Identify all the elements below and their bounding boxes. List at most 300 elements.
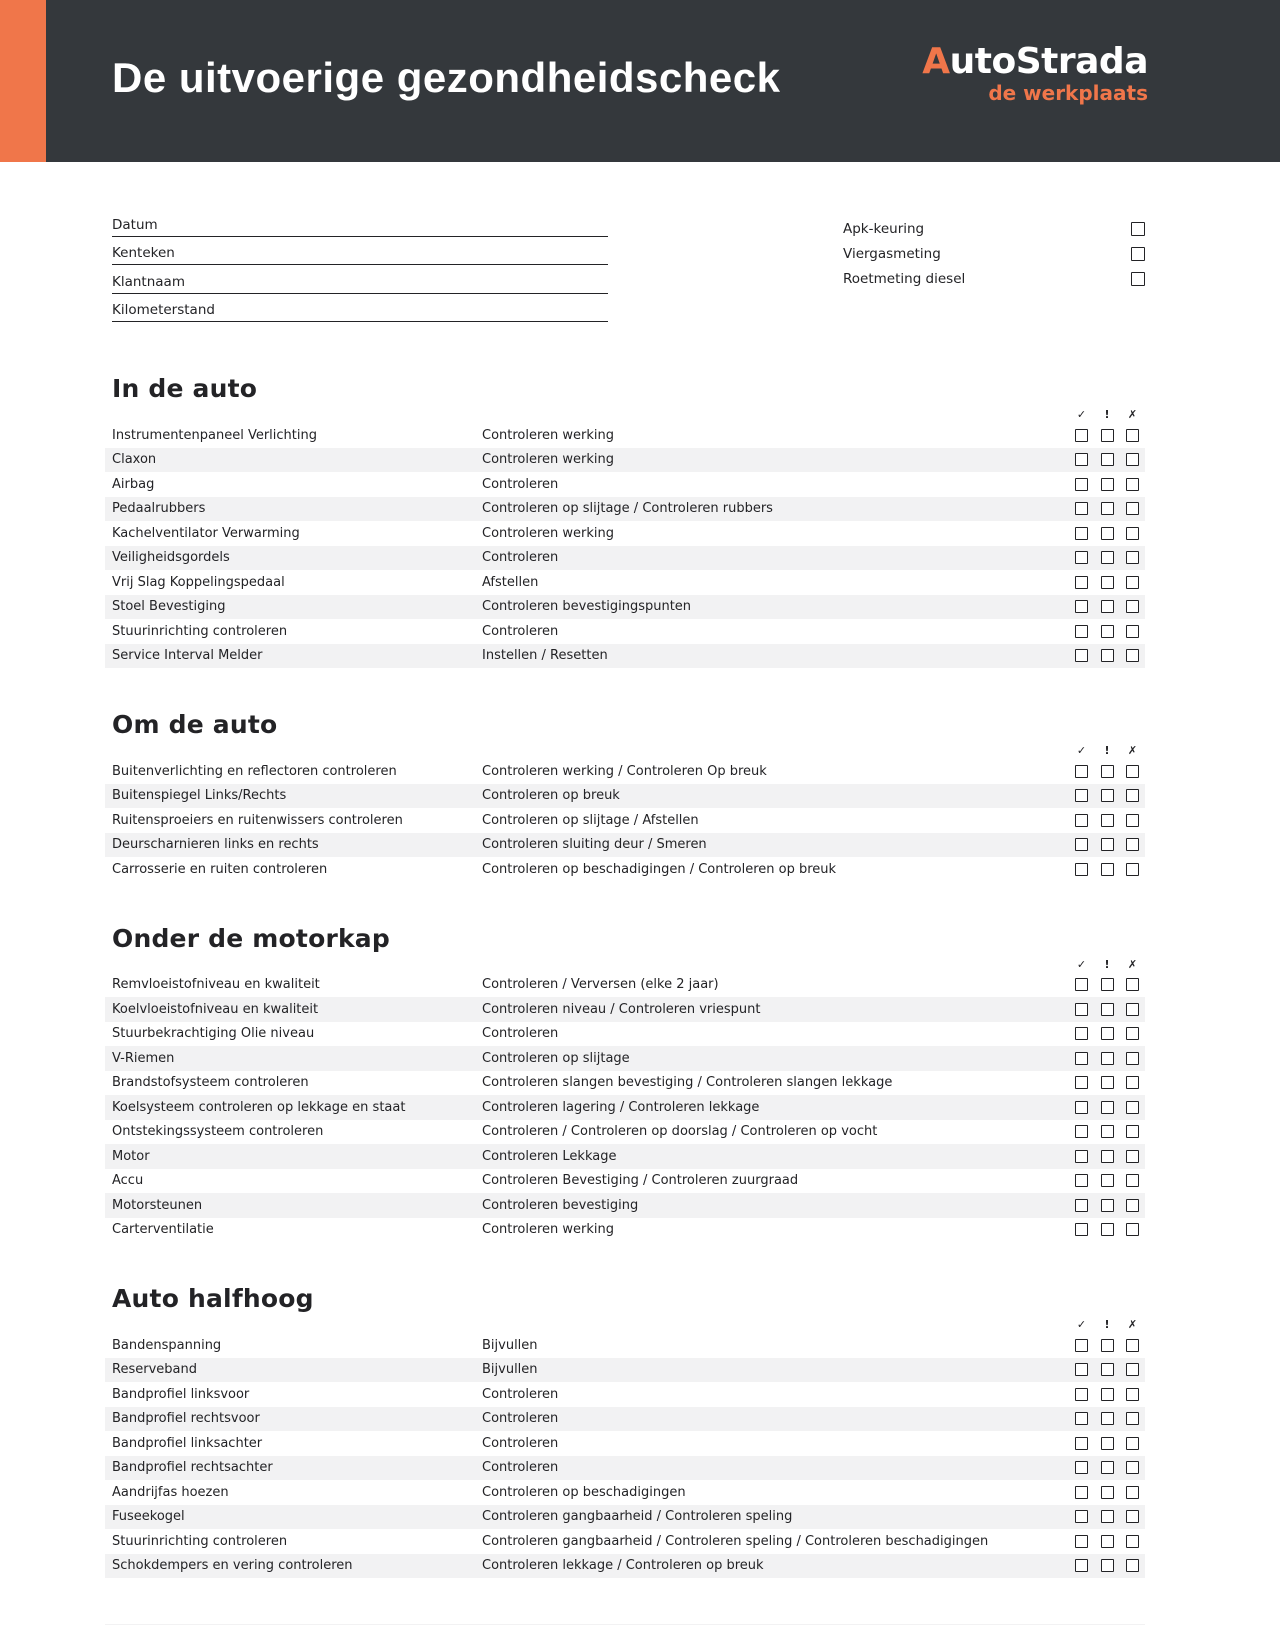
checkbox-ok[interactable] xyxy=(1075,1339,1088,1352)
checkbox-warn[interactable] xyxy=(1101,765,1114,778)
row-checkboxes xyxy=(1063,551,1140,564)
checkbox-fail[interactable] xyxy=(1126,1223,1139,1236)
row-checkboxes xyxy=(1063,429,1140,442)
row-checkboxes xyxy=(1063,1027,1140,1040)
row-item-label: Carrosserie en ruiten controleren xyxy=(112,861,328,877)
checkbox-ok[interactable] xyxy=(1075,1174,1088,1187)
checkbox-warn[interactable] xyxy=(1101,649,1114,662)
checkbox-warn[interactable] xyxy=(1101,1461,1114,1474)
checkbox-ok[interactable] xyxy=(1075,453,1088,466)
checkbox-fail[interactable] xyxy=(1126,478,1139,491)
checkbox-fail[interactable] xyxy=(1126,649,1139,662)
checkbox-ok[interactable] xyxy=(1075,551,1088,564)
checkbox-ok[interactable] xyxy=(1075,1412,1088,1425)
checkbox-fail[interactable] xyxy=(1126,600,1139,613)
row-checkboxes xyxy=(1063,1223,1140,1236)
checkbox-warn[interactable] xyxy=(1101,625,1114,638)
row-checkboxes xyxy=(1063,1388,1140,1401)
checklist-row xyxy=(105,1480,1145,1505)
row-item-label: Bandprofiel linksvoor xyxy=(112,1386,250,1402)
row-checkboxes xyxy=(1063,814,1140,827)
checkbox-warn[interactable] xyxy=(1101,478,1114,491)
checkbox-ok[interactable] xyxy=(1075,1388,1088,1401)
checkbox[interactable] xyxy=(1131,272,1145,286)
checklist-row xyxy=(105,1095,1145,1120)
row-checkboxes xyxy=(1063,1535,1140,1548)
section-rows xyxy=(105,759,1145,882)
checkbox-warn[interactable] xyxy=(1101,1437,1114,1450)
header xyxy=(0,0,1280,162)
logo xyxy=(922,41,1148,105)
row-action-label: Bijvullen xyxy=(482,1362,538,1378)
checkbox-fail[interactable] xyxy=(1126,814,1139,827)
check-section xyxy=(105,374,1145,668)
row-action-label: Controleren xyxy=(482,623,559,639)
checkbox-ok[interactable] xyxy=(1075,1437,1088,1450)
checkbox-warn[interactable] xyxy=(1101,551,1114,564)
checkbox-warn[interactable] xyxy=(1101,1125,1114,1138)
row-checkboxes xyxy=(1063,1412,1140,1425)
checkbox-warn[interactable] xyxy=(1101,978,1114,991)
checkbox-ok[interactable] xyxy=(1075,625,1088,638)
checkbox-ok[interactable] xyxy=(1075,1223,1088,1236)
row-item-label: Schokdempers en vering controleren xyxy=(112,1558,353,1574)
checklist-row xyxy=(105,1120,1145,1145)
row-item-label: Service Interval Melder xyxy=(112,648,263,664)
row-item-label: Bandprofiel linksachter xyxy=(112,1435,263,1451)
checkbox-warn[interactable] xyxy=(1101,1510,1114,1523)
row-checkboxes xyxy=(1063,600,1140,613)
row-item-label: Stuurinrichting controleren xyxy=(112,623,288,639)
checkbox-warn[interactable] xyxy=(1101,789,1114,802)
row-action-label: Controleren op slijtage xyxy=(482,1050,630,1066)
checkbox-fail[interactable] xyxy=(1126,1052,1139,1065)
section-rows xyxy=(105,973,1145,1243)
row-action-label: Controleren op slijtage / Afstellen xyxy=(482,812,699,828)
check-warn-icon: ! xyxy=(1104,957,1110,971)
field-label: Kenteken xyxy=(112,245,175,261)
row-item-label: Airbag xyxy=(112,476,155,492)
row-checkboxes xyxy=(1063,1510,1140,1523)
row-action-label: Controleren gangbaarheid / Controleren speling / Controleren beschadigingen xyxy=(482,1533,989,1549)
check-label: Apk-keuring xyxy=(843,220,925,237)
logo-subtitle: de werkplaats xyxy=(988,81,1148,105)
checkbox-warn[interactable] xyxy=(1101,1003,1114,1016)
row-action-label: Bijvullen xyxy=(482,1337,538,1353)
row-item-label: Bandprofiel rechtsachter xyxy=(112,1460,273,1476)
extra-check-row xyxy=(843,266,1145,291)
checkbox-ok[interactable] xyxy=(1075,1510,1088,1523)
row-action-label: Controleren op slijtage / Controleren rubbers xyxy=(482,501,773,517)
row-checkboxes xyxy=(1063,576,1140,589)
row-checkboxes xyxy=(1063,1174,1140,1187)
row-action-label: Controleren bevestiging xyxy=(482,1197,639,1213)
row-action-label: Controleren slangen bevestiging / Controleren slangen lekkage xyxy=(482,1075,893,1091)
row-item-label: Brandstofsysteem controleren xyxy=(112,1075,309,1091)
checkbox-ok[interactable] xyxy=(1075,1150,1088,1163)
check-section xyxy=(105,924,1145,1243)
checkbox-warn[interactable] xyxy=(1101,1199,1114,1212)
checkbox-fail[interactable] xyxy=(1126,1559,1139,1572)
checklist-row xyxy=(105,857,1145,882)
checkbox-fail[interactable] xyxy=(1126,838,1139,851)
checkbox-fail[interactable] xyxy=(1126,453,1139,466)
checklist-row xyxy=(105,1218,1145,1243)
row-checkboxes xyxy=(1063,1101,1140,1114)
checkbox-fail[interactable] xyxy=(1126,789,1139,802)
row-action-label: Controleren xyxy=(482,1026,559,1042)
checklist-row xyxy=(105,423,1145,448)
row-checkboxes xyxy=(1063,1339,1140,1352)
row-checkboxes xyxy=(1063,1461,1140,1474)
checklist-row xyxy=(105,595,1145,620)
checkbox-fail[interactable] xyxy=(1126,1388,1139,1401)
row-item-label: Buitenspiegel Links/Rechts xyxy=(112,788,287,804)
row-action-label: Controleren lagering / Controleren lekkage xyxy=(482,1099,760,1115)
extra-check-row xyxy=(843,241,1145,266)
checkbox-warn[interactable] xyxy=(1101,814,1114,827)
field-label: Datum xyxy=(112,216,158,233)
row-checkboxes xyxy=(1063,1559,1140,1572)
checkbox-ok[interactable] xyxy=(1075,789,1088,802)
row-checkboxes xyxy=(1063,1003,1140,1016)
checkbox-warn[interactable] xyxy=(1101,576,1114,589)
row-item-label: Motor xyxy=(112,1148,150,1164)
checkbox-warn[interactable] xyxy=(1101,600,1114,613)
row-checkboxes xyxy=(1063,1199,1140,1212)
checkbox-fail[interactable] xyxy=(1126,1125,1139,1138)
row-action-label: Instellen / Resetten xyxy=(482,648,608,664)
checklist-row xyxy=(105,1358,1145,1383)
check-section xyxy=(105,1284,1145,1578)
checkbox-fail[interactable] xyxy=(1126,1076,1139,1089)
checkbox-fail[interactable] xyxy=(1126,765,1139,778)
column-icons xyxy=(105,1318,1145,1331)
row-action-label: Controleren op beschadigingen / Controleren op breuk xyxy=(482,861,837,877)
row-checkboxes xyxy=(1063,1437,1140,1450)
row-action-label: Controleren / Controleren op doorslag / Controleren op vocht xyxy=(482,1124,878,1140)
checkbox-warn[interactable] xyxy=(1101,1559,1114,1572)
row-action-label: Controleren xyxy=(482,1386,559,1402)
row-checkboxes xyxy=(1063,978,1140,991)
checkbox-warn[interactable] xyxy=(1101,453,1114,466)
checklist-row xyxy=(105,1554,1145,1579)
checkbox-fail[interactable] xyxy=(1126,576,1139,589)
checkbox-ok[interactable] xyxy=(1075,1559,1088,1572)
check-ok-icon: ✓ xyxy=(1076,408,1087,421)
row-checkboxes xyxy=(1063,1076,1140,1089)
checkbox-fail[interactable] xyxy=(1126,1101,1139,1114)
row-item-label: Vrij Slag Koppelingspedaal xyxy=(112,574,285,590)
checklist-row xyxy=(105,973,1145,998)
checklist-row xyxy=(105,997,1145,1022)
checkbox-ok[interactable] xyxy=(1075,765,1088,778)
checkbox-ok[interactable] xyxy=(1075,1461,1088,1474)
checkbox-ok[interactable] xyxy=(1075,1003,1088,1016)
row-item-label: Reserveband xyxy=(112,1362,197,1378)
check-warn-icon: ! xyxy=(1104,1318,1110,1331)
row-item-label: Stuurinrichting controleren xyxy=(112,1533,288,1549)
row-item-label: Instrumentenpaneel Verlichting xyxy=(112,427,317,443)
logo-wordmark: AutoStrada xyxy=(922,41,1148,82)
column-icons xyxy=(105,744,1145,757)
checkbox-ok[interactable] xyxy=(1075,1199,1088,1212)
section-title: Auto halfhoog xyxy=(112,1284,314,1313)
row-checkboxes xyxy=(1063,1052,1140,1065)
checklist-row xyxy=(105,497,1145,522)
check-ok-icon: ✓ xyxy=(1076,957,1087,971)
checklist-row xyxy=(105,619,1145,644)
checkbox-fail[interactable] xyxy=(1126,625,1139,638)
checklist-row xyxy=(105,833,1145,858)
row-item-label: Fuseekogel xyxy=(112,1509,185,1525)
form-area xyxy=(112,208,1145,332)
checkbox-fail[interactable] xyxy=(1126,1437,1139,1450)
checkbox-warn[interactable] xyxy=(1101,1223,1114,1236)
checkbox-ok[interactable] xyxy=(1075,814,1088,827)
checklist-row xyxy=(105,759,1145,784)
write-in-field[interactable] xyxy=(112,294,608,323)
checkbox-ok[interactable] xyxy=(1075,838,1088,851)
row-item-label: Kachelventilator Verwarming xyxy=(112,525,300,541)
checkbox-warn[interactable] xyxy=(1101,1027,1114,1040)
row-action-label: Controleren op breuk xyxy=(482,788,620,804)
checkbox-ok[interactable] xyxy=(1075,478,1088,491)
row-item-label: Accu xyxy=(112,1173,144,1189)
checkbox-ok[interactable] xyxy=(1075,527,1088,540)
row-action-label: Controleren werking xyxy=(482,525,615,541)
checkbox-ok[interactable] xyxy=(1075,502,1088,515)
row-action-label: Controleren xyxy=(482,1460,559,1476)
checkbox-ok[interactable] xyxy=(1075,1363,1088,1376)
row-action-label: Controleren werking xyxy=(482,452,615,468)
row-item-label: Ruitensproeiers en ruitenwissers controleren xyxy=(112,812,403,828)
row-action-label: Controleren lekkage / Controleren op breuk xyxy=(482,1558,764,1574)
row-checkboxes xyxy=(1063,789,1140,802)
write-in-field[interactable] xyxy=(112,265,608,294)
checkbox-fail[interactable] xyxy=(1126,863,1139,876)
row-action-label: Controleren werking xyxy=(482,427,615,443)
row-action-label: Controleren xyxy=(482,550,559,566)
row-checkboxes xyxy=(1063,765,1140,778)
check-fail-icon: ✗ xyxy=(1127,1318,1138,1331)
row-action-label: Controleren gangbaarheid / Controleren speling xyxy=(482,1509,793,1525)
row-checkboxes xyxy=(1063,453,1140,466)
row-item-label: Koelvloeistofniveau en kwaliteit xyxy=(112,1001,319,1017)
checkbox-fail[interactable] xyxy=(1126,527,1139,540)
checklist-row xyxy=(105,1022,1145,1047)
header-accent-stripe xyxy=(0,0,46,162)
checklist-row xyxy=(105,521,1145,546)
page-title: De uitvoerige gezondheidscheck xyxy=(112,54,781,101)
section-rows xyxy=(105,423,1145,668)
checkbox-ok[interactable] xyxy=(1075,649,1088,662)
checkbox-warn[interactable] xyxy=(1101,1101,1114,1114)
check-warn-icon: ! xyxy=(1104,744,1110,757)
checkbox-fail[interactable] xyxy=(1126,502,1139,515)
row-action-label: Controleren xyxy=(482,476,559,492)
checkbox-ok[interactable] xyxy=(1075,863,1088,876)
row-checkboxes xyxy=(1063,1486,1140,1499)
check-ok-icon: ✓ xyxy=(1076,744,1087,757)
checklist-row xyxy=(105,1529,1145,1554)
row-item-label: Stuurbekrachtiging Olie niveau xyxy=(112,1026,315,1042)
checkbox-warn[interactable] xyxy=(1101,1486,1114,1499)
row-item-label: Remvloeistofniveau en kwaliteit xyxy=(112,977,320,993)
checkbox-warn[interactable] xyxy=(1101,1076,1114,1089)
check-label: Roetmeting diesel xyxy=(843,270,966,287)
row-checkboxes xyxy=(1063,838,1140,851)
check-ok-icon: ✓ xyxy=(1076,1318,1087,1331)
checkbox-warn[interactable] xyxy=(1101,502,1114,515)
check-warn-icon: ! xyxy=(1104,408,1110,421)
checkbox-fail[interactable] xyxy=(1126,1339,1139,1352)
checklist-row xyxy=(105,1046,1145,1071)
checkbox-ok[interactable] xyxy=(1075,1486,1088,1499)
checkbox-fail[interactable] xyxy=(1126,429,1139,442)
checklist-row xyxy=(105,1193,1145,1218)
checklist-row xyxy=(105,1505,1145,1530)
checklist-row xyxy=(105,1382,1145,1407)
checkbox-fail[interactable] xyxy=(1126,1412,1139,1425)
checkbox-ok[interactable] xyxy=(1075,576,1088,589)
extra-checks xyxy=(843,216,1145,291)
row-action-label: Afstellen xyxy=(482,574,539,590)
checklist-row xyxy=(105,1431,1145,1456)
check-label: Viergasmeting xyxy=(843,245,941,262)
checkbox-fail[interactable] xyxy=(1126,551,1139,564)
section-rows xyxy=(105,1333,1145,1578)
checkbox-ok[interactable] xyxy=(1075,429,1088,442)
row-action-label: Controleren xyxy=(482,1411,559,1427)
checklist-row xyxy=(105,570,1145,595)
row-action-label: Controleren sluiting deur / Smeren xyxy=(482,837,707,853)
checkbox-warn[interactable] xyxy=(1101,1150,1114,1163)
row-checkboxes xyxy=(1063,863,1140,876)
field-label: Klantnaam xyxy=(112,273,185,290)
checkbox-fail[interactable] xyxy=(1126,1150,1139,1163)
checklist-row xyxy=(105,644,1145,669)
checkbox-ok[interactable] xyxy=(1075,978,1088,991)
row-action-label: Controleren werking / Controleren Op breuk xyxy=(482,763,767,779)
row-item-label: Claxon xyxy=(112,452,157,468)
checkbox-ok[interactable] xyxy=(1075,1076,1088,1089)
checkbox-ok[interactable] xyxy=(1075,1535,1088,1548)
checkbox-fail[interactable] xyxy=(1126,1199,1139,1212)
row-checkboxes xyxy=(1063,502,1140,515)
write-in-field[interactable] xyxy=(112,237,608,266)
checkbox-warn[interactable] xyxy=(1101,1174,1114,1187)
column-icons xyxy=(105,958,1145,971)
checkbox-fail[interactable] xyxy=(1126,1363,1139,1376)
row-item-label: Pedaalrubbers xyxy=(112,501,206,517)
row-checkboxes xyxy=(1063,1363,1140,1376)
row-action-label: Controleren bevestigingspunten xyxy=(482,599,692,615)
checklist-row xyxy=(105,1407,1145,1432)
row-item-label: Buitenverlichting en reflectoren controleren xyxy=(112,763,397,779)
checkbox-fail[interactable] xyxy=(1126,1486,1139,1499)
checklist-row xyxy=(105,1071,1145,1096)
section-title: Om de auto xyxy=(112,710,278,739)
row-item-label: Koelsysteem controleren op lekkage en staat xyxy=(112,1099,406,1115)
checkbox-fail[interactable] xyxy=(1126,1003,1139,1016)
checkbox[interactable] xyxy=(1131,247,1145,261)
row-action-label: Controleren / Verversen (elke 2 jaar) xyxy=(482,977,719,993)
checkbox-fail[interactable] xyxy=(1126,1535,1139,1548)
checklist-row xyxy=(105,448,1145,473)
checkbox-warn[interactable] xyxy=(1101,1412,1114,1425)
checkbox-warn[interactable] xyxy=(1101,1339,1114,1352)
checkbox[interactable] xyxy=(1131,222,1145,236)
checkbox-fail[interactable] xyxy=(1126,1027,1139,1040)
checklist-row xyxy=(105,472,1145,497)
row-checkboxes xyxy=(1063,1150,1140,1163)
row-action-label: Controleren Lekkage xyxy=(482,1148,617,1164)
checklist-row xyxy=(105,1144,1145,1169)
checklist-row xyxy=(105,546,1145,571)
row-action-label: Controleren xyxy=(482,1435,559,1451)
checkbox-warn[interactable] xyxy=(1101,527,1114,540)
row-checkboxes xyxy=(1063,649,1140,662)
row-action-label: Controleren niveau / Controleren vriespunt xyxy=(482,1001,761,1017)
checkbox-fail[interactable] xyxy=(1126,978,1139,991)
checkbox-fail[interactable] xyxy=(1126,1461,1139,1474)
row-item-label: Bandprofiel rechtsvoor xyxy=(112,1411,260,1427)
checkbox-warn[interactable] xyxy=(1101,429,1114,442)
checkbox-warn[interactable] xyxy=(1101,1535,1114,1548)
row-item-label: Carterventilatie xyxy=(112,1222,214,1238)
row-action-label: Controleren Bevestiging / Controleren zuurgraad xyxy=(482,1173,799,1189)
row-action-label: Controleren op beschadigingen xyxy=(482,1484,686,1500)
checkbox-ok[interactable] xyxy=(1075,1052,1088,1065)
checklist-row xyxy=(105,1333,1145,1358)
row-checkboxes xyxy=(1063,478,1140,491)
checkbox-warn[interactable] xyxy=(1101,1363,1114,1376)
row-checkboxes xyxy=(1063,625,1140,638)
checkbox-ok[interactable] xyxy=(1075,1027,1088,1040)
row-item-label: V-Riemen xyxy=(112,1050,175,1066)
checklist-row xyxy=(105,1169,1145,1194)
checkbox-ok[interactable] xyxy=(1075,1101,1088,1114)
checkbox-warn[interactable] xyxy=(1101,1052,1114,1065)
row-item-label: Ontstekingssysteem controleren xyxy=(112,1124,324,1140)
checkbox-ok[interactable] xyxy=(1075,600,1088,613)
row-item-label: Stoel Bevestiging xyxy=(112,599,226,615)
check-fail-icon: ✗ xyxy=(1127,408,1138,421)
checkbox-fail[interactable] xyxy=(1126,1510,1139,1523)
field-label: Kilometerstand xyxy=(112,302,215,318)
checkbox-warn[interactable] xyxy=(1101,1388,1114,1401)
row-item-label: Bandenspanning xyxy=(112,1337,222,1353)
row-checkboxes xyxy=(1063,1125,1140,1138)
checkbox-fail[interactable] xyxy=(1126,1174,1139,1187)
row-item-label: Aandrijfas hoezen xyxy=(112,1484,229,1500)
section-title: Onder de motorkap xyxy=(112,923,390,953)
write-in-field[interactable] xyxy=(112,208,608,237)
extra-check-row xyxy=(843,216,1145,241)
checkbox-warn[interactable] xyxy=(1101,863,1114,876)
check-fail-icon: ✗ xyxy=(1127,744,1138,757)
checkbox-warn[interactable] xyxy=(1101,838,1114,851)
checkbox-ok[interactable] xyxy=(1075,1125,1088,1138)
column-icons xyxy=(105,408,1145,421)
check-fail-icon: ✗ xyxy=(1127,957,1138,971)
section-title: In de auto xyxy=(112,374,258,403)
row-item-label: Motorsteunen xyxy=(112,1197,203,1213)
row-item-label: Veiligheidsgordels xyxy=(112,550,230,566)
sections xyxy=(105,374,1145,1578)
checklist-row xyxy=(105,1456,1145,1481)
